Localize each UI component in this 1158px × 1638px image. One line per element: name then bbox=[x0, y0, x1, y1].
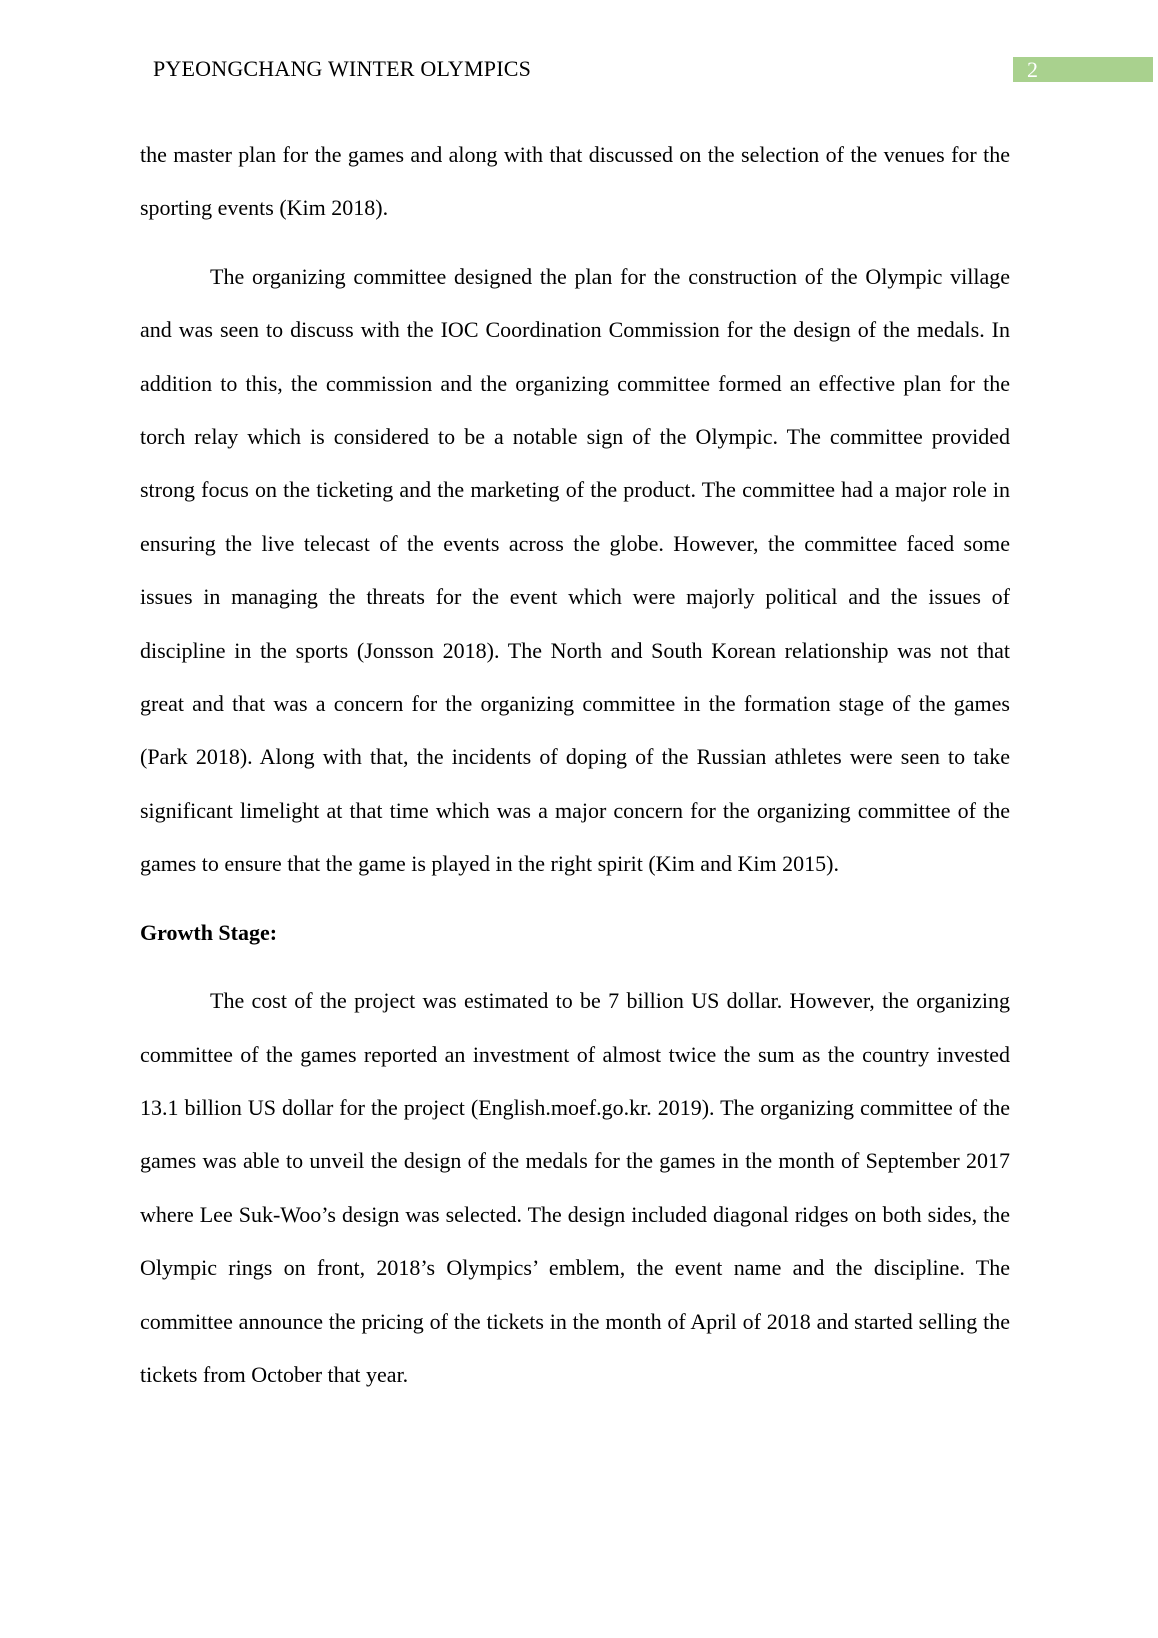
page-header bbox=[0, 0, 1158, 100]
page-number-box bbox=[1013, 57, 1153, 82]
document-body bbox=[140, 128, 1010, 1401]
paragraph-organizing-committee: The organizing committee designed the plan for the construction of the Olympic village and was seen to discuss with the IOC Coordination Commission for the design of the medals. In addition to this, the commission and the organizing committee formed an effective plan for the torch relay which is considered to be a notable sign of the Olympic. The committee provided strong focus on the ticketing and the marketing of the product. The committee had a major role in ensuring the live telecast of the events across the globe. However, the committee faced some issues in managing the threats for the event which were majorly political and the issues of discipline in the sports (Jonsson 2018). The North and South Korean relationship was not that great and that was a concern for the organizing committee in the formation stage of the games (Park 2018). Along with that, the incidents of doping of the Russian athletes were seen to take significant limelight at that time which was a major concern for the organizing committee of the games to ensure that the game is played in the right spirit (Kim and Kim 2015). bbox=[140, 263, 1010, 877]
paragraph-continuation: the master plan for the games and along with that discussed on the selection of the venues for the sporting events (Kim 2018). bbox=[140, 142, 1010, 221]
section-heading-growth-stage: Growth Stage: bbox=[140, 919, 278, 945]
paragraph-project-cost: The cost of the project was estimated to be 7 billion US dollar. However, the organizing committee of the games reported an investment of almost twice the sum as the country invested 13.1 billion US dollar for the project (English.moef.go.kr. 2019). The organizing committee of the games was able to unveil the design of the medals for the games in the month of September 2017 where Lee Suk-Woo’s design was selected. The design included diagonal ridges on both sides, the Olympic rings on front, 2018’s Olympics’ emblem, the event name and the discipline. The committee announce the pricing of the tickets in the month of April of 2018 and started selling the tickets from October that year. bbox=[140, 988, 1010, 1387]
running-head: PYEONGCHANG WINTER OLYMPICS bbox=[153, 56, 532, 81]
page-number: 2 bbox=[1027, 57, 1038, 82]
